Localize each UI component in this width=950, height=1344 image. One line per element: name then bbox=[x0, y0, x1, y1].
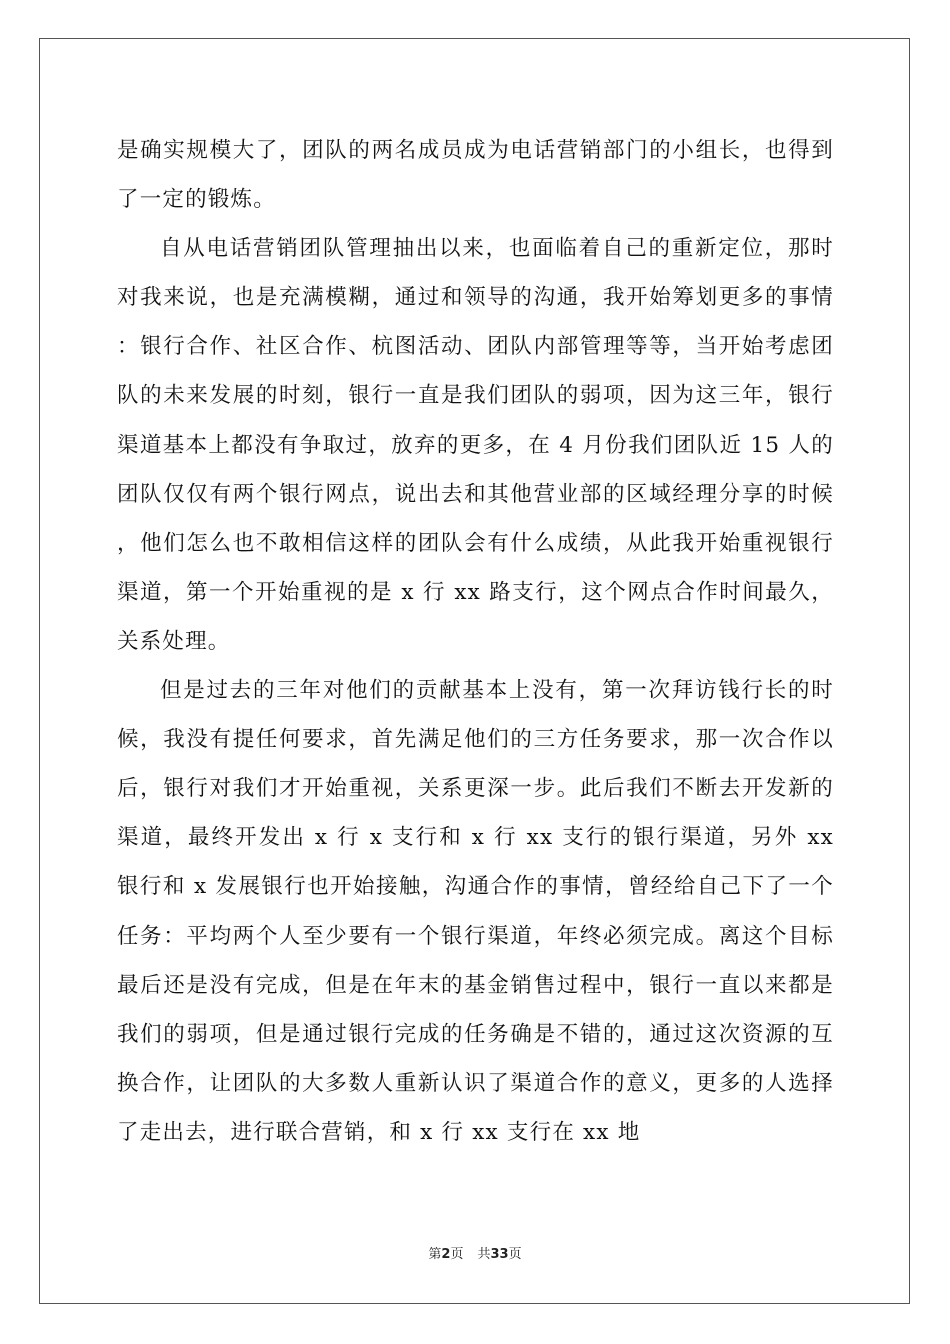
page-footer bbox=[0, 1246, 950, 1264]
paragraph-3: 但是过去的三年对他们的贡献基本上没有，第一次拜访钱行长的时候，我没有提任何要求，首先满足他们的三方任务要求，那一次合作以后，银行对我们才开始重视，关系更深一步。此后我们不断去开发新的渠道，最终开发出 x 行 x 支行和 x 行 xx 支行的银行渠道，另外 xx 银行和 x 发展银行也开始接触，沟通合作的事情，曾经给自己下了一个任务：平均两个人至少要有一个银行渠道，年终必须完成。离这个目标最后还是没有完成，但是在年末的基金销售过程中，银行一直以来都是我们的弱项，但是通过银行完成的任务确是不错的，通过这次资源的互换合作，让团队的大多数人重新认识了渠道合作的意义，更多的人选择了走出去，进行联合营销，和 x 行 xx 支行在 xx 地 bbox=[117, 678, 834, 1145]
paragraph-1: 是确实规模大了，团队的两名成员成为电话营销部门的小组长，也得到了一定的锻炼。 bbox=[117, 138, 834, 213]
total-suffix: 页 bbox=[508, 1247, 522, 1262]
total-pages: 33 bbox=[490, 1247, 509, 1262]
page-suffix: 页 bbox=[450, 1247, 464, 1262]
page-number: 2 bbox=[441, 1247, 451, 1262]
total-prefix: 共 bbox=[477, 1247, 491, 1262]
paragraph-2: 自从电话营销团队管理抽出以来，也面临着自己的重新定位，那时对我来说，也是充满模糊，通过和领导的沟通，我开始筹划更多的事情：银行合作、社区合作、杭图活动、团队内部管理等等，当开始考虑团队的未来发展的时刻，银行一直是我们团队的弱项，因为这三年，银行渠道基本上都没有争取过，放弃的更多，在 4 月份我们团队近 15 人的团队仅仅有两个银行网点，说出去和其他营业部的区域经理分享的时候，他们怎么也不敢相信这样的团队会有什么成绩，从此我开始重视银行渠道，第一个开始重视的是 x 行 xx 路支行，这个网点合作时间最久，关系处理。 bbox=[117, 236, 834, 654]
page-prefix: 第 bbox=[428, 1247, 442, 1262]
document-body bbox=[117, 126, 834, 1157]
